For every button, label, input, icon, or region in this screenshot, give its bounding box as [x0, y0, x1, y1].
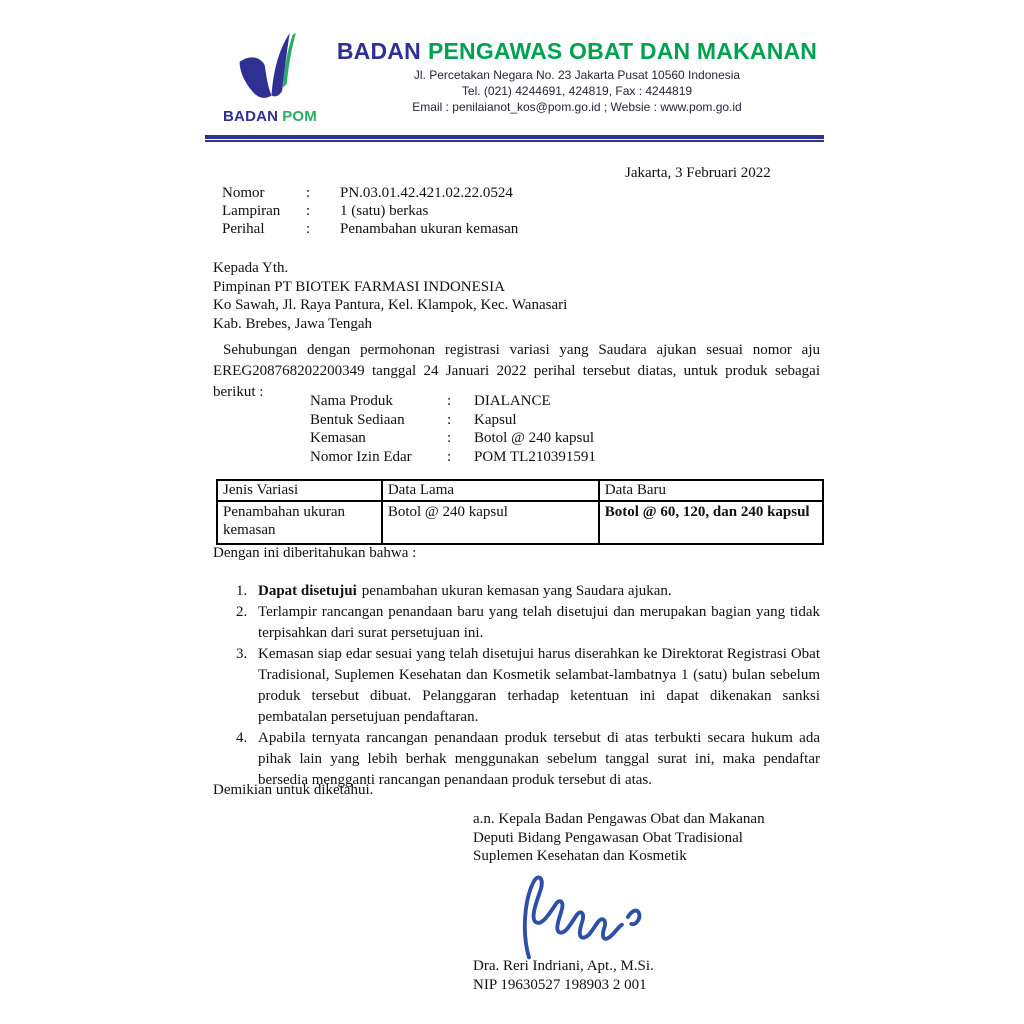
signatory-nip: NIP 19630527 198903 2 001 — [473, 977, 647, 993]
table-header-row — [217, 480, 823, 501]
item1-rest: penambahan ukuran kemasan yang Saudara ajukan. — [361, 583, 672, 599]
nama-produk-value: DIALANCE — [474, 393, 551, 409]
product-details — [310, 392, 596, 466]
product-row-nama — [310, 392, 596, 411]
reference-block — [222, 184, 518, 238]
izin-edar-value: POM TL210391591 — [474, 448, 596, 465]
kemasan-colon: : — [447, 430, 452, 446]
perihal-colon: : — [306, 221, 311, 237]
cell-data-baru: Botol @ 60, 120, dan 240 kapsul — [599, 501, 823, 544]
address-email: Email : penilaianot_kos@pom.go.id ; Websie : www.pom.go.id — [412, 100, 742, 114]
lampiran-label: Lampiran — [222, 203, 281, 219]
recipient-address2: Kab. Brebes, Jawa Tengah — [213, 315, 373, 332]
item2-number: 2. — [236, 604, 248, 620]
numbered-list — [213, 581, 820, 791]
nama-produk-colon: : — [447, 393, 452, 409]
recipient-company: Pimpinan PT BIOTEK FARMASI INDONESIA — [213, 278, 505, 295]
list-item — [213, 581, 820, 602]
list-item — [213, 644, 820, 728]
letterhead-text — [329, 38, 825, 115]
table-row — [217, 501, 823, 544]
bentuk-sediaan-colon: : — [447, 411, 452, 428]
bentuk-sediaan-value: Kapsul — [474, 411, 517, 428]
notice-intro: Dengan ini diberitahukan bahwa : — [213, 545, 417, 561]
item3-text: Kemasan siap edar sesuai yang telah disetujui harus diserahkan ke Direktorat Registrasi Obat Tradisional, Suplemen Kesehatan dan Kosmetik selambat-lambatnya 1 (satu) bulan sebelum produk tersebut dibuat. Pelanggaran terhadap ketentuan ini dapat dikenakan sanksi pembatalan persetujuan pendaftaran. — [258, 646, 820, 725]
address-street: Jl. Percetakan Negara No. 23 Jakarta Pusat 10560 Indonesia — [413, 68, 741, 82]
header-data-lama: Data Lama — [382, 480, 599, 501]
recipient-block — [213, 259, 567, 333]
izin-edar-label: Nomor Izin Edar — [310, 448, 412, 465]
agency-title-badan: BADAN — [336, 38, 421, 64]
kemasan-label: Kemasan — [310, 430, 366, 446]
signatory-title-block — [473, 810, 765, 866]
item1-bold: Dapat disetujui — [258, 583, 357, 599]
signatory-name: Dra. Reri Indriani, Apt., M.Si. — [473, 958, 654, 974]
reference-row-lampiran — [222, 202, 518, 220]
perihal-value: Penambahan ukuran kemasan — [340, 221, 519, 237]
perihal-label: Perihal — [222, 221, 265, 237]
agency-title — [329, 38, 825, 65]
on-behalf-line: a.n. Kepala Badan Pengawas Obat dan Makanan — [473, 811, 765, 827]
item2-text: Terlampir rancangan penandaan baru yang telah disetujui dan merupakan bagian yang tidak terpisahkan dari surat persetujuan ini. — [258, 604, 820, 641]
agency-title-rest: PENGAWAS OBAT DAN MAKANAN — [427, 38, 818, 64]
header-jenis-variasi: Jenis Variasi — [217, 480, 382, 501]
lampiran-colon: : — [306, 203, 311, 219]
nama-produk-label: Nama Produk — [310, 393, 393, 409]
item4-number: 4. — [236, 730, 248, 746]
agency-address — [329, 67, 825, 115]
deputy-line1: Deputi Bidang Pengawasan Obat Tradisional — [473, 829, 743, 846]
lampiran-value: 1 (satu) berkas — [340, 203, 429, 219]
signature-icon — [498, 874, 658, 960]
bpom-logo-icon — [230, 30, 310, 106]
deputy-line2: Suplemen Kesehatan dan Kosmetik — [473, 848, 687, 864]
bpom-logo — [213, 30, 327, 125]
product-row-bentuk — [310, 411, 596, 430]
list-item — [213, 602, 820, 644]
letter-date: Jakarta, 3 Februari 2022 — [625, 165, 771, 181]
variation-table — [216, 479, 824, 545]
recipient-address1: Ko Sawah, Jl. Raya Pantura, Kel. Klampok, Kec. Wanasari — [213, 297, 568, 313]
product-row-kemasan — [310, 429, 596, 448]
item3-number: 3. — [236, 646, 248, 662]
logo-caption-badan: BADAN — [223, 108, 279, 125]
letterhead — [213, 26, 825, 130]
reference-row-nomor — [222, 184, 518, 202]
nomor-colon: : — [306, 185, 311, 201]
nomor-label: Nomor — [222, 185, 265, 201]
item1-number: 1. — [236, 583, 248, 599]
logo-caption-pom: POM — [282, 108, 317, 125]
recipient-salutation: Kepada Yth. — [213, 260, 289, 276]
nomor-value: PN.03.01.42.421.02.22.0524 — [340, 185, 513, 201]
header-divider — [205, 135, 824, 142]
opening-paragraph: Sehubungan dengan permohonan registrasi variasi yang Saudara ajukan sesuai nomor aju EREG208768202200349 tanggal 24 Januari 2022 perihal tersebut diatas, untuk produk sebagai berikut : — [213, 342, 820, 400]
header-data-baru: Data Baru — [599, 480, 823, 501]
kemasan-value: Botol @ 240 kapsul — [474, 430, 595, 446]
cell-data-lama: Botol @ 240 kapsul — [382, 501, 599, 544]
signatory-name-block — [473, 957, 654, 995]
product-row-izin — [310, 448, 596, 467]
address-phone: Tel. (021) 4244691, 424819, Fax : 4244819 — [461, 84, 693, 98]
izin-edar-colon: : — [447, 448, 452, 465]
item4-text: Apabila ternyata rancangan penandaan produk tersebut di atas terbukti secara hukum ada pihak lain yang lebih berhak menggunakan sebelum tanggal surat ini, maka pendaftar bersedia mengganti rancangan penandaan produk tersebut di atas. — [258, 730, 820, 788]
closing-line: Demikian untuk diketahui. — [213, 782, 374, 798]
item1-text — [258, 581, 820, 602]
cell-jenis-variasi: Penambahan ukuran kemasan — [217, 501, 382, 544]
logo-caption — [213, 108, 327, 125]
reference-row-perihal — [222, 220, 518, 238]
bentuk-sediaan-label: Bentuk Sediaan — [310, 411, 405, 428]
